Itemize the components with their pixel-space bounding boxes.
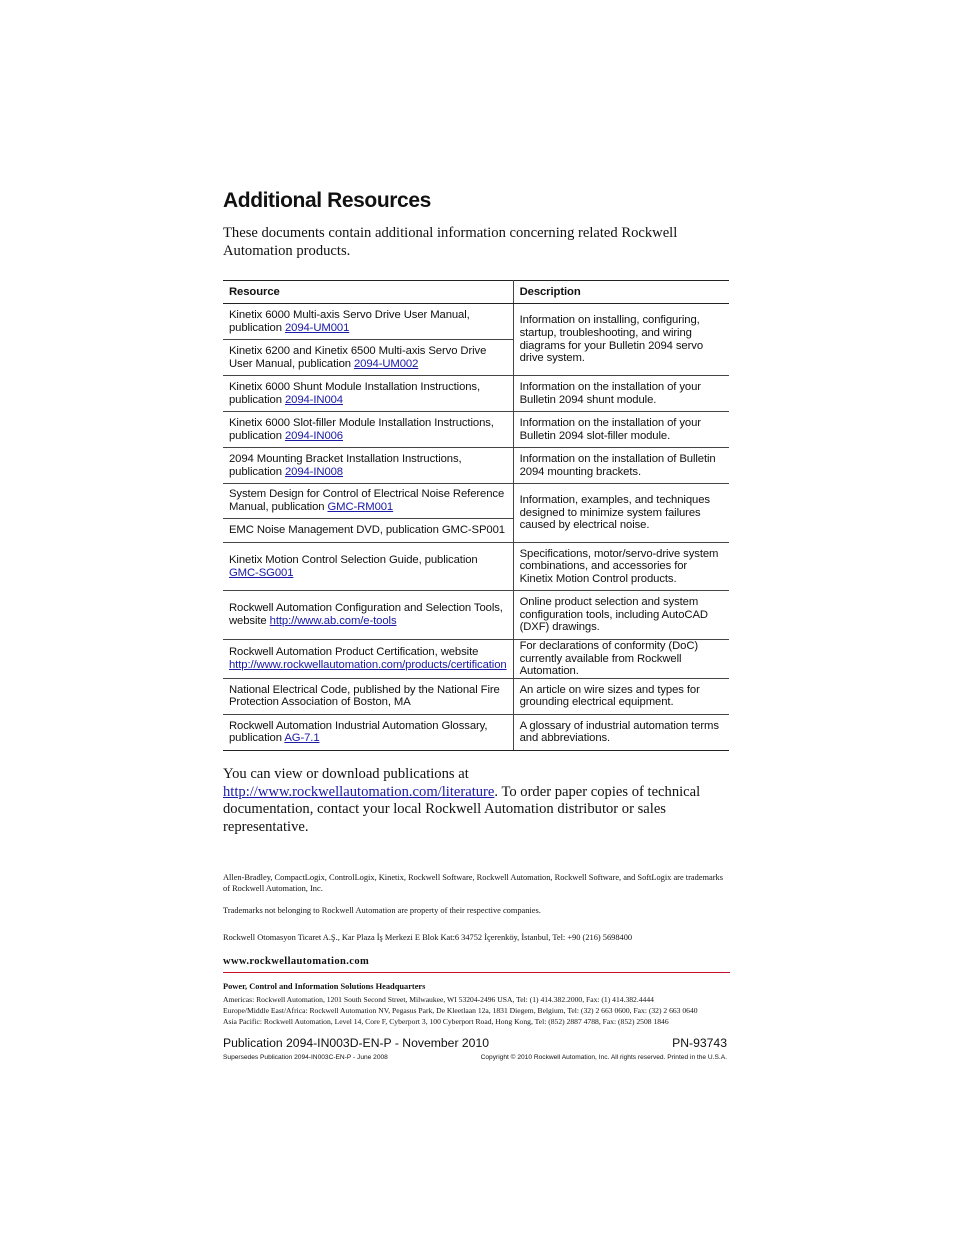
etools-link[interactable]: http://www.ab.com/e-tools: [269, 615, 397, 627]
resource-cell: [223, 714, 513, 750]
resource-text: Kinetix 6000 Multi-axis Servo Drive User Manual, publication: [229, 308, 470, 334]
table-row: [223, 448, 729, 484]
description-cell: An article on wire sizes and types for grounding electrical equipment.: [513, 678, 729, 714]
outro-paragraph: [223, 766, 729, 836]
publication-link[interactable]: 2094-IN008: [284, 465, 343, 478]
page-title: Additional Resources: [223, 189, 431, 212]
table-header-row: [223, 281, 729, 304]
resource-cell: [223, 591, 513, 640]
resource-cell: [223, 484, 513, 519]
table-row: [223, 591, 729, 640]
literature-link[interactable]: http://www.rockwellautomation.com/literature: [223, 783, 495, 800]
table-row: [223, 412, 729, 448]
resource-cell: [223, 340, 513, 376]
publication-link[interactable]: GMC-SG001: [229, 566, 294, 579]
part-number: PN-93743: [672, 1036, 727, 1050]
resource-cell: [223, 376, 513, 412]
intro-paragraph: These documents contain additional information concerning related Rockwell Automation products.: [223, 225, 678, 259]
resource-cell: [223, 448, 513, 484]
resource-cell: National Electrical Code, published by the National Fire Protection Association of Boston, MA: [223, 678, 513, 714]
hq-asia: Asia Pacific: Rockwell Automation, Level 14, Core F, Cyberport 3, 100 Cyberport Road, Hong Kong, Tel: (852) 2887 4788, Fax: (852) 2508 1846: [223, 1017, 669, 1026]
publication-link[interactable]: AG-7.1: [284, 732, 320, 745]
table-row: [223, 640, 729, 679]
resource-cell: [223, 412, 513, 448]
supersedes-note: Supersedes Publication 2094-IN003C-EN-P - June 2008: [223, 1054, 388, 1061]
hq-americas: Americas: Rockwell Automation, 1201 South Second Street, Milwaukee, WI 53204-2496 USA, Tel: (1) 414.382.2000, Fax: (1) 414.382.4444: [223, 995, 654, 1004]
table-row: [223, 543, 729, 591]
resource-text: Kinetix Motion Control Selection Guide, publication: [229, 553, 478, 566]
publication-number: Publication 2094-IN003D-EN-P - November 2010: [223, 1036, 490, 1050]
resource-text: Rockwell Automation Industrial Automation Glossary, publication: [229, 719, 488, 745]
publication-link[interactable]: 2094-IN004: [284, 393, 343, 406]
table-row: [223, 484, 729, 519]
table-row: [223, 376, 729, 412]
outro-text: . To order paper copies of technical documentation, contact your local Rockwell Automation distributor or sales representative.: [223, 783, 701, 835]
resource-cell: [223, 304, 513, 340]
publication-link[interactable]: GMC-RM001: [327, 501, 394, 513]
description-cell: Information on the installation of your Bulletin 2094 shunt module.: [513, 376, 729, 412]
publication-link[interactable]: 2094-IN006: [284, 429, 343, 442]
description-cell: Information on the installation of Bulletin 2094 mounting brackets.: [513, 448, 729, 484]
hq-europe: Europe/Middle East/Africa: Rockwell Automation NV, Pegasus Park, De Kleetlaan 12a, 1831 Diegem, Belgium, Tel: (32) 2 663 0600, Fax: (32) 2 663 0640: [223, 1006, 698, 1015]
footer-divider: [223, 972, 730, 973]
description-cell: Information, examples, and techniques designed to minimize system failures caused by electrical noise.: [513, 484, 729, 543]
resource-cell: EMC Noise Management DVD, publication GMC-SP001: [223, 519, 513, 543]
publication-link[interactable]: 2094-UM001: [284, 321, 350, 334]
resource-text: Rockwell Automation Product Certification, website: [229, 646, 479, 659]
description-cell: For declarations of conformity (DoC) currently available from Rockwell Automation.: [513, 640, 729, 679]
resource-text: Kinetix 6200 and Kinetix 6500 Multi-axis Servo Drive User Manual, publication: [229, 344, 487, 370]
website-url: www.rockwellautomation.com: [223, 956, 370, 967]
resource-text: 2094 Mounting Bracket Installation Instructions, publication: [229, 452, 462, 478]
description-cell: Online product selection and system configuration tools, including AutoCAD (DXF) drawings.: [513, 591, 729, 640]
resource-cell: [223, 543, 513, 591]
resource-text: Kinetix 6000 Shunt Module Installation Instructions, publication: [229, 380, 481, 406]
description-cell: A glossary of industrial automation terms and abbreviations.: [513, 714, 729, 750]
resource-column-header: Resource: [223, 281, 513, 304]
resource-cell: [223, 640, 513, 679]
description-cell: Information on installing, configuring, startup, troubleshooting, and wiring diagrams for your Bulletin 2094 servo drive system.: [513, 304, 729, 376]
description-cell: Information on the installation of your Bulletin 2094 slot-filler module.: [513, 412, 729, 448]
copyright-notice: Copyright © 2010 Rockwell Automation, Inc. All rights reserved. Printed in the U.S.A.: [480, 1054, 727, 1061]
table-row: [223, 678, 729, 714]
table-row: [223, 304, 729, 340]
resource-text: Kinetix 6000 Slot-filler Module Installation Instructions, publication: [229, 416, 494, 442]
description-cell: Specifications, motor/servo-drive system combinations, and accessories for Kinetix Motion Control products.: [513, 543, 729, 591]
resource-text: System Design for Control of Electrical Noise Reference Manual, publication: [229, 488, 505, 513]
description-column-header: Description: [513, 281, 729, 304]
trademark-other-notice: Trademarks not belonging to Rockwell Automation are property of their respective companies.: [223, 906, 541, 915]
resource-text: Rockwell Automation Configuration and Selection Tools, website: [229, 602, 503, 627]
trademark-notice: Allen-Bradley, CompactLogix, ControlLogix, Kinetix, Rockwell Software, Rockwell Automation, Rockwell Software, and SoftLogix are trademarks of Rockwell Automation, Inc.: [223, 873, 723, 893]
turkey-address: Rockwell Otomasyon Ticaret A.Ş., Kar Plaza İş Merkezi E Blok Kat:6 34752 İçerenköy, İstanbul, Tel: +90 (216) 5698400: [223, 933, 633, 942]
resources-table: [223, 280, 729, 751]
table-row: [223, 714, 729, 750]
publication-link[interactable]: 2094-UM002: [353, 357, 419, 370]
headquarters-title: Power, Control and Information Solutions Headquarters: [223, 982, 426, 991]
outro-text: You can view or download publications at: [223, 766, 469, 782]
certification-link[interactable]: http://www.rockwellautomation.com/products/certification: [229, 658, 507, 671]
